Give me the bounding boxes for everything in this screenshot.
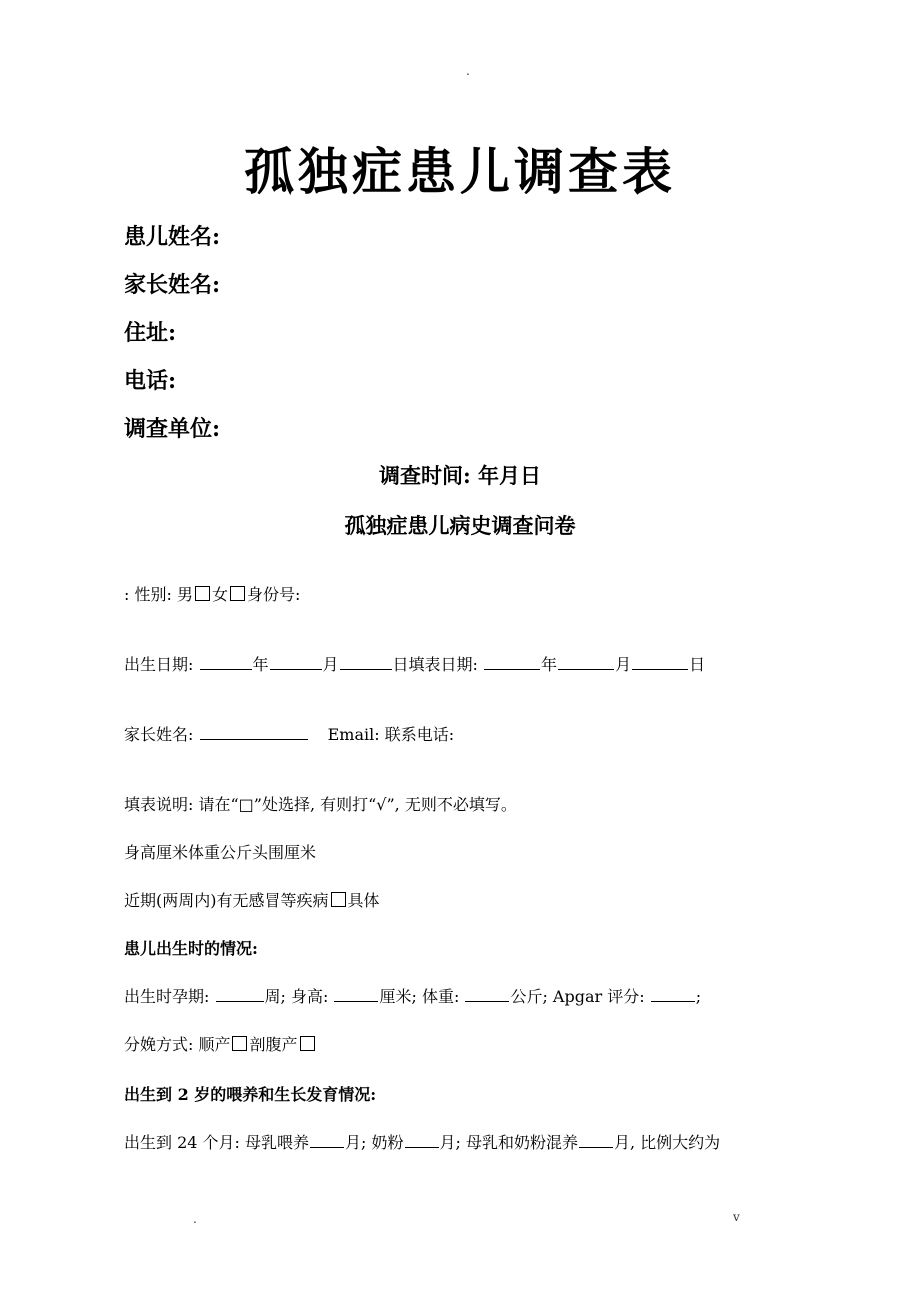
- feeding-m2: 月; 母乳和奶粉混养: [439, 1133, 578, 1152]
- natural-birth-checkbox[interactable]: [232, 1036, 247, 1051]
- illness-checkbox[interactable]: [331, 892, 346, 907]
- birth-section-title: 患儿出生时的情况:: [124, 939, 258, 958]
- formula-blank[interactable]: [405, 1133, 439, 1148]
- fill-day-unit: 日: [689, 655, 706, 674]
- fill-day-blank[interactable]: [632, 655, 688, 670]
- feeding-m3: 月, 比例大约为: [613, 1133, 721, 1152]
- stats-end: ;: [695, 987, 702, 1006]
- gender-line: [124, 582, 300, 605]
- year-unit: 年: [252, 655, 269, 674]
- phone-label: 电话:: [124, 368, 177, 394]
- day-unit: 日: [392, 655, 409, 674]
- contact-phone-label: 联系电话:: [384, 725, 455, 744]
- parent-name-label: 家长姓名:: [124, 272, 221, 298]
- survey-unit-label: 调查单位:: [124, 416, 221, 442]
- measurements-line: 身高厘米体重公斤头围厘米: [124, 843, 317, 862]
- page-title: 孤独症患儿调查表: [244, 142, 676, 201]
- week-height-label: 周; 身高:: [264, 987, 329, 1006]
- feeding-label: 出生到 24 个月: 母乳喂养: [124, 1133, 310, 1152]
- feeding-line: [124, 1130, 720, 1153]
- footer-left-dot: .: [193, 1212, 197, 1226]
- fill-date-label: 填表日期:: [408, 655, 478, 674]
- feeding-m1: 月; 奶粉: [345, 1133, 404, 1152]
- fill-month-unit: 月: [615, 655, 632, 674]
- height-blank[interactable]: [334, 987, 378, 1002]
- recent-illness-line: [124, 888, 380, 911]
- instructions: 填表说明: 请在“□”处选择, 有则打“√”, 无则不必填写。: [124, 795, 517, 814]
- female-checkbox[interactable]: [230, 586, 245, 601]
- birth-stats-line: [124, 984, 701, 1007]
- address-label: 住址:: [124, 320, 177, 346]
- gestation-blank[interactable]: [216, 987, 264, 1002]
- parent-line: [124, 722, 454, 745]
- survey-time: 调查时间: 年月日: [378, 463, 542, 488]
- header-dot: .: [466, 64, 470, 78]
- fill-year-blank[interactable]: [484, 655, 540, 670]
- birth-year-blank[interactable]: [200, 655, 252, 670]
- cesarean-checkbox[interactable]: [300, 1036, 315, 1051]
- month-unit: 月: [322, 655, 339, 674]
- birth-date-line: [124, 652, 705, 675]
- gender-prefix: : 性别: 男: [124, 585, 193, 604]
- mixed-blank[interactable]: [579, 1133, 613, 1148]
- apgar-blank[interactable]: [651, 987, 695, 1002]
- birth-month-blank[interactable]: [270, 655, 322, 670]
- fill-month-blank[interactable]: [558, 655, 614, 670]
- birth-date-label: 出生日期:: [124, 655, 194, 674]
- breastfeed-blank[interactable]: [310, 1133, 344, 1148]
- delivery-label: 分娩方式: 顺产: [124, 1035, 231, 1054]
- questionnaire-title: 孤独症患儿病史调查问卷: [344, 513, 576, 538]
- gestation-label: 出生时孕期:: [124, 987, 210, 1006]
- parent-name-blank[interactable]: [200, 725, 308, 740]
- recent-illness-detail: 具体: [347, 891, 380, 910]
- growth-section-title: 出生到 2 岁的喂养和生长发育情况:: [124, 1085, 377, 1104]
- male-checkbox[interactable]: [195, 586, 210, 601]
- birth-day-blank[interactable]: [340, 655, 392, 670]
- email-label: Email:: [327, 725, 380, 744]
- parent-name-field-label: 家长姓名:: [124, 725, 194, 744]
- fill-year-unit: 年: [541, 655, 558, 674]
- recent-illness-text: 近期(两周内)有无感冒等疾病: [124, 891, 329, 910]
- weight-blank[interactable]: [465, 987, 509, 1002]
- patient-name-label: 患儿姓名:: [124, 224, 221, 250]
- cm-weight-label: 厘米; 体重:: [379, 987, 460, 1006]
- footer-right-mark: v: [733, 1210, 740, 1224]
- female-label: 女: [211, 585, 228, 604]
- id-label: 身份号:: [246, 585, 301, 604]
- delivery-line: [124, 1032, 317, 1055]
- kg-apgar-label: 公斤; Apgar 评分:: [510, 987, 645, 1006]
- cesarean-label: 剖腹产: [249, 1035, 298, 1054]
